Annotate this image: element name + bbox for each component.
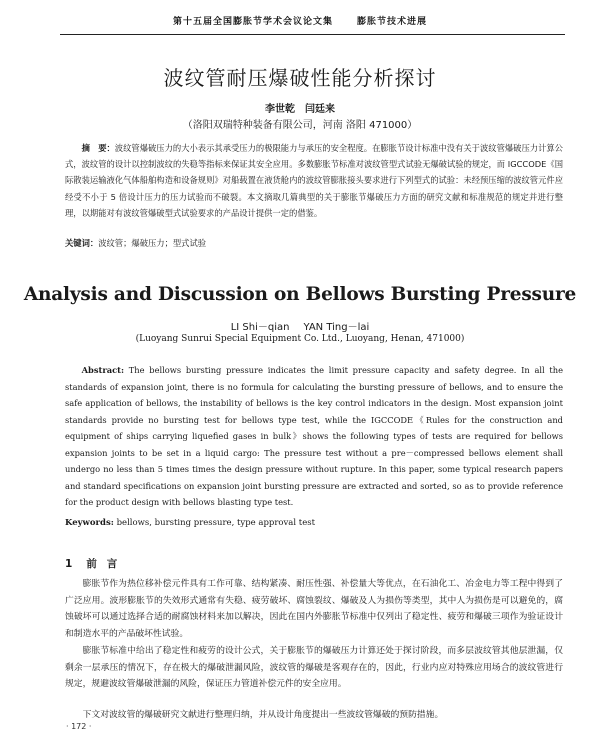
chinese-keywords-label: 关键词： <box>65 238 99 248</box>
body-paragraph-3: 下文对波纹管的爆破研究文献进行整理归纳，并从设计角度提出一些波纹管爆破的预防措施。 <box>82 710 444 720</box>
english-title: Analysis and Discussion on Bellows Bursting Pressure <box>23 284 577 305</box>
english-abstract-label: Abstract: <box>81 365 125 375</box>
chinese-keywords <box>65 236 563 250</box>
header-rule <box>60 34 565 35</box>
english-keywords <box>65 516 563 530</box>
chinese-author-2: 闫廷来 <box>305 104 335 115</box>
running-header-section: 膨胀节技术进展 <box>357 17 428 27</box>
running-header-conference: 第十五届全国膨胀节学术会议论文集 <box>172 17 333 27</box>
chinese-abstract-label: 摘 要： <box>81 143 115 153</box>
section-title: 前言 <box>86 558 128 570</box>
chinese-title: 波纹管耐压爆破性能分析探讨 <box>163 66 437 90</box>
english-keywords-text: bellows, bursting pressure, type approval test <box>116 518 316 528</box>
chinese-affiliation: （洛阳双瑞特种装备有限公司，河南 洛阳 471000） <box>182 120 418 131</box>
english-affiliation: (Luoyang Sunrui Special Equipment Co. Ltd., Luoyang, Henan, 471000) <box>135 334 465 344</box>
body-paragraph-1: 膨胀节作为热位移补偿元件具有工作可靠、结构紧凑、耐压性强、补偿量大等优点，在石油化工、冶金电力等工程中得到了广泛应用。波形膨胀节的失效形式通常有失稳、疲劳破坏、腐蚀裂纹、爆破及人为损伤等类型，其中人为损伤是可以避免的，腐蚀破坏可以通过选择合适的耐腐蚀材料来加以解决，因此在国内外膨胀节标准中仅列出了稳定性、疲劳和爆破三项作为验证设计和制造水平的产品破坏性试验。 <box>65 579 563 639</box>
chinese-abstract-text: 波纹管爆破压力的大小表示其承受压力的极限能力与承压的安全程度。在膨胀节设计标准中没有关于波纹管爆破压力计算公式，波纹管的设计以控制波纹的失稳等指标来保证其安全应用。多数膨胀节标准对波纹管型式试验无爆破试验的规定，而 IGCCODE《国际散装运输液化气体船舶构造和设备规则》对船载置在液货舱内的波纹管膨胀接头要求进行下列型式的试验：未经预压缩的波纹管元件应经受不小于 5 倍设计压力的压力试验而不破裂。本文摘取几篇典型的关于膨胀节爆破压力方面的研究文献和标准规范的规定并进行整理，以期能对有波纹管爆破型式试验要求的产品设计提供一定的借鉴。 <box>65 143 563 218</box>
chinese-author-1: 李世乾 <box>265 104 295 115</box>
english-authors <box>0 318 600 333</box>
chinese-keywords-text: 波纹管；爆破压力；型式试验 <box>98 238 207 248</box>
english-author-1: LI Shi－qian <box>230 322 290 333</box>
chinese-authors <box>0 100 600 115</box>
english-abstract-text: The bellows bursting pressure indicates the limit pressure capacity and safety degree. In all the standards of expansion joint, there is no formula for calculating the bursting pressure of bellows, and to ensure the safe application of bellows, the instability of bellows is the key control indicators in the design. Most expansion joint standards provide no bursting test for bellows type test, while the IGCCODE《Rules for the construction and equipment of ships carrying liquefied gases in bulk》shows the following types of tests are required for bellows expansion joints to be set in a liquid cargo: The pressure test without a pre－compressed bellows element shall undergo no less than 5 times times the design pressure without rupture. In this paper, some typical research papers and standard specifications on expansion joint bursting pressure are extracted and sorted, so as to provide reference for the product design with bellows blasting type test. <box>65 365 563 507</box>
section-number: 1 <box>65 558 73 570</box>
section-heading <box>65 556 127 571</box>
running-header <box>0 14 600 27</box>
page-number: · 172 · <box>66 722 92 731</box>
english-keywords-label: Keywords: <box>65 518 114 528</box>
english-author-2: YAN Ting－lai <box>303 322 370 333</box>
chinese-abstract <box>65 140 563 221</box>
body-paragraph-2: 膨胀节标准中给出了稳定性和疲劳的设计公式，关于膨胀节的爆破压力计算还处于探讨阶段，而多层波纹管其他层泄漏，仅剩余一层承压的情况下，存在极大的爆破泄漏风险，波纹管的爆破是客观存在的，因此，行业内应对特殊应用场合的波纹管进行规定，规避波纹管爆破泄漏的风险，保证压力管道补偿元件的安全应用。 <box>65 646 563 690</box>
english-abstract <box>65 362 563 511</box>
